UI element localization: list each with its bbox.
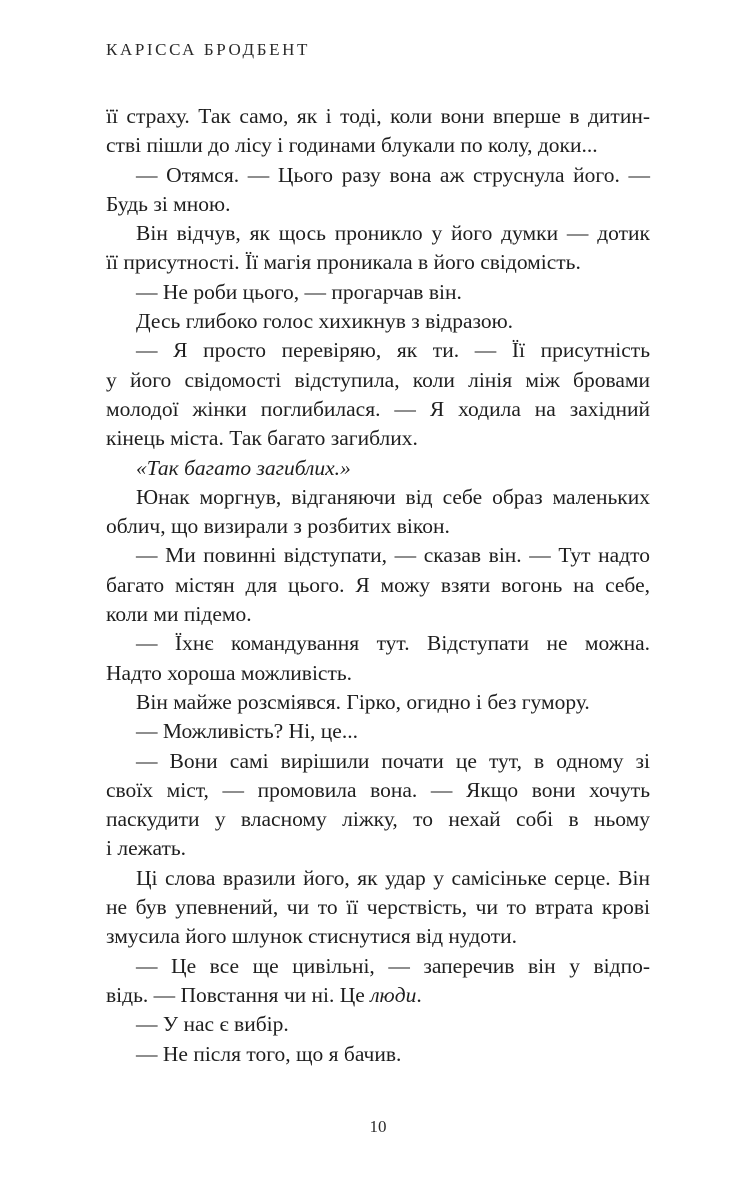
page-number: 10 — [369, 1117, 387, 1136]
text-line: — Можливість? Ні, це... — [136, 719, 358, 744]
text-line: Будь зі мною. — [106, 191, 231, 216]
text-line: Ці слова вразили його, як удар у самісіньке серце. Він — [136, 865, 650, 890]
text-line: — Ми повинні відступати, — сказав він. — Тут надто — [136, 543, 650, 568]
body-text — [106, 102, 650, 1069]
text-line: її присутності. Її магія проникала в його свідомість. — [106, 250, 581, 275]
line-text-tail: . — [416, 982, 422, 1007]
text-line: паскудити у власному ліжку, то нехай собі в ньому — [106, 807, 650, 832]
text-line: Юнак моргнув, відганяючи від себе образ маленьких — [136, 484, 650, 509]
text-line: — Отямся. — Цього разу вона аж струснула його. — — [136, 162, 650, 187]
text-line: — Вони самі вирішили почати це тут, в одному зі — [136, 748, 650, 773]
text-line: облич, що визирали з розбитих вікон. — [106, 514, 450, 539]
text-line: і лежать. — [106, 836, 187, 861]
text-line: своїх міст, — промовила вона. — Якщо вони хочуть — [106, 777, 650, 802]
text-line: — Я просто перевіряю, як ти. — Її присутність — [136, 338, 650, 363]
text-line: Він відчув, як щось проникло у його думки — дотик — [136, 221, 650, 246]
text-line: не був упевнений, чи то її черствість, чи то втрата крові — [106, 895, 650, 920]
italic-text: люди — [370, 982, 417, 1007]
text-line: стві пішли до лісу і годинами блукали по колу, доки... — [106, 133, 598, 158]
text-line: — Їхнє командування тут. Відступати не можна. — [136, 631, 650, 656]
text-line: Він майже розсміявся. Гірко, огидно і без гумору. — [136, 689, 590, 714]
italic-text: «Так багато загиблих.» — [136, 455, 351, 480]
running-head: КАРІССА БРОДБЕНТ — [106, 40, 310, 59]
text-line — [106, 454, 650, 483]
text-line: її страху. Так само, як і тоді, коли вони вперше в дитин- — [106, 104, 650, 128]
text-line: змусила його шлунок стиснутися від нудоти. — [106, 924, 517, 949]
text-line: — Не після того, що я бачив. — [136, 1041, 402, 1066]
text-line: Десь глибоко голос хихикнув з відразою. — [136, 309, 514, 334]
text-line: молодої жінки поглибилася. — Я ходила на західний — [106, 396, 650, 421]
text-line: — Це все ще цивільні, — заперечив він у відпо- — [136, 953, 650, 978]
text-line: коли ми підемо. — [106, 602, 252, 627]
text-line: — У нас є вибір. — [136, 1012, 289, 1037]
line-text: відь. — Повстання чи ні. Це — [106, 982, 371, 1007]
text-line: — Не роби цього, — прогарчав він. — [136, 279, 462, 304]
text-line: багато містян для цього. Я можу взяти вогонь на себе, — [106, 572, 650, 597]
text-line: у його свідомості відступила, коли лінія між бровами — [106, 367, 650, 392]
text-line: кінець міста. Так багато загиблих. — [106, 426, 418, 451]
text-line: Надто хороша можливість. — [106, 660, 353, 685]
text-line — [106, 981, 650, 1010]
